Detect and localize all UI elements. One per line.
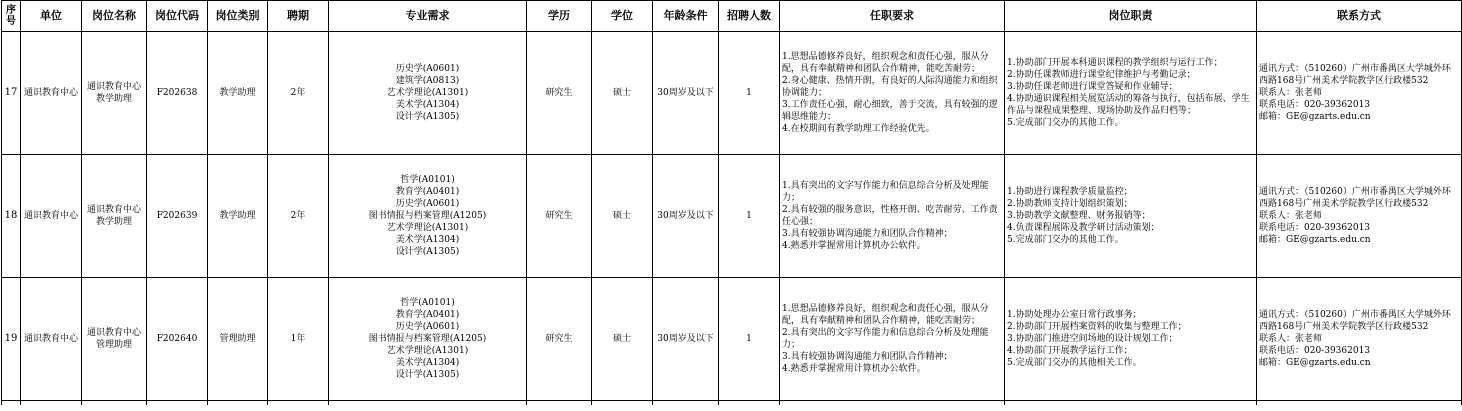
duty-item: 5.完成部门交办的其他工作。 <box>1007 235 1124 245</box>
requirement-item: 3.工作责任心强，耐心细致，善于交流，具有较强的逻辑思维能力； <box>782 100 998 122</box>
duty-item: 5.完成部门交办的其他工作。 <box>1007 118 1124 128</box>
requirement-item: 4.熟悉并掌握常用计算机办公软件。 <box>782 364 926 374</box>
major-item: 建筑学(A0813) <box>395 76 460 86</box>
partial-cell <box>147 401 208 406</box>
requirement-item: 1.具有突出的文字写作能力和信息综合分析及处理能力； <box>782 181 989 203</box>
header-post-type: 岗位类别 <box>208 1 268 32</box>
header-contact: 联系方式 <box>1257 1 1462 32</box>
requirement-item: 1.思想品德修养良好，组织观念和责任心强，服从分配，具有奉献精神和团队合作精神，能吃苦耐劳； <box>782 304 989 326</box>
partial-cell <box>1257 401 1462 406</box>
contact-line: 联系人：张老师 <box>1259 211 1323 221</box>
cell-degree: 硕士 <box>592 278 653 401</box>
cell-post-type: 管理助理 <box>208 278 268 401</box>
requirement-item: 2.身心健康、热情开朗，有良好的人际沟通能力和组织协调能力； <box>782 76 998 98</box>
major-item: 哲学(A0101) <box>400 298 455 308</box>
requirement-item: 1.思想品德修养良好，组织观念和责任心强，服从分配，具有奉献精神和团队合作精神，能吃苦耐劳； <box>782 52 989 74</box>
cell-unit: 通识教育中心 <box>21 278 82 401</box>
major-item: 教育学(A0401) <box>395 187 460 197</box>
header-post-code: 岗位代码 <box>147 1 208 32</box>
major-item: 图书情报与档案管理(A1205) <box>368 211 487 221</box>
cell-term: 1年 <box>268 278 329 401</box>
cell-major <box>329 278 527 401</box>
major-item: 美术学(A1304) <box>395 100 460 110</box>
cell-degree: 硕士 <box>592 155 653 278</box>
cell-term: 2年 <box>268 32 329 155</box>
header-post-name: 岗位名称 <box>82 1 147 32</box>
contact-line: 通讯方式：（510260）广州市番禺区大学城外环西路168号广州美术学院教学区行政楼532 <box>1259 64 1451 86</box>
requirement-item: 2.具有较强的服务意识，性格开朗、吃苦耐劳、工作责任心强； <box>782 205 998 227</box>
header-term: 聘期 <box>268 1 329 32</box>
cell-term: 2年 <box>268 155 329 278</box>
major-item: 美术学(A1304) <box>395 235 460 245</box>
requirement-item: 4.熟悉并掌握常用计算机办公软件。 <box>782 241 926 251</box>
partial-cell <box>719 401 780 406</box>
duty-item: 1.协助部门开展本科通识课程的教学组织与运行工作； <box>1007 58 1223 68</box>
requirement-item: 4.在校期间有教学助理工作经验优先。 <box>782 124 935 134</box>
major-item: 艺术学理论(A1301) <box>386 223 469 233</box>
header-age: 年龄条件 <box>653 1 719 32</box>
major-item: 图书情报与档案管理(A1205) <box>368 334 487 344</box>
table-row <box>2 278 1462 401</box>
cell-age: 30周岁及以下 <box>653 278 719 401</box>
cell-post-name: 通识教育中心管理助理 <box>82 278 147 401</box>
contact-line: 邮箱：GE@gzarts.edu.cn <box>1259 358 1371 368</box>
header-unit: 单位 <box>21 1 82 32</box>
header-degree: 学位 <box>592 1 653 32</box>
cell-seq: 18 <box>2 155 21 278</box>
cell-major <box>329 32 527 155</box>
cell-count: 1 <box>719 155 780 278</box>
partial-cell <box>2 401 21 406</box>
recruitment-table <box>1 0 1462 405</box>
header-education: 学历 <box>527 1 592 32</box>
major-item: 哲学(A0101) <box>400 175 455 185</box>
header-seq: 序号 <box>2 1 21 32</box>
major-item: 设计学(A1305) <box>395 247 460 257</box>
contact-line: 联系人：张老师 <box>1259 334 1323 344</box>
contact-line: 邮箱：GE@gzarts.edu.cn <box>1259 112 1371 122</box>
duty-item: 4.协助通识课程相关展览活动的筹备与执行，包括布展、学生作品与课程成果整理、现场协助及作品归档等； <box>1007 94 1250 116</box>
duty-item: 4.协助部门开展教学运行工作； <box>1007 346 1133 356</box>
major-item: 历史学(A0601) <box>395 199 460 209</box>
contact-line: 联系电话：020-39362013 <box>1259 223 1371 233</box>
contact-line: 联系电话：020-39362013 <box>1259 100 1371 110</box>
cell-age: 30周岁及以下 <box>653 155 719 278</box>
cell-post-name: 通识教育中心教学助理 <box>82 32 147 155</box>
duty-item: 2.协助教师支持计划组织策划； <box>1007 199 1133 209</box>
duty-item: 2.协助部门开展档案资料的收集与整理工作； <box>1007 322 1187 332</box>
cell-post-code: F202638 <box>147 32 208 155</box>
duty-item: 1.协助进行课程教学质量监控； <box>1007 187 1133 197</box>
major-item: 历史学(A0601) <box>395 322 460 332</box>
header-count: 招聘人数 <box>719 1 780 32</box>
table-row <box>2 155 1462 278</box>
cell-unit: 通识教育中心 <box>21 32 82 155</box>
requirement-item: 3.具有较强协调沟通能力和团队合作精神； <box>782 229 953 239</box>
cell-requirements <box>780 32 1005 155</box>
table-body <box>2 32 1462 406</box>
contact-line: 通讯方式：（510260）广州市番禺区大学城外环西路168号广州美术学院教学区行政楼532 <box>1259 187 1451 209</box>
requirement-item: 2.具有突出的文字写作能力和信息综合分析及处理能力； <box>782 328 989 350</box>
cell-post-type: 教学助理 <box>208 155 268 278</box>
duty-item: 3.协助任课老师进行课堂答疑和作业辅导； <box>1007 82 1178 92</box>
cell-post-name: 通识教育中心教学助理 <box>82 155 147 278</box>
partial-cell <box>329 401 527 406</box>
duty-item: 3.协助部门推进空间场地的设计规划工作； <box>1007 334 1178 344</box>
cell-contact <box>1257 278 1462 401</box>
table-row-partial <box>2 401 1462 406</box>
partial-cell <box>208 401 268 406</box>
partial-cell <box>527 401 592 406</box>
partial-cell <box>653 401 719 406</box>
major-item: 教育学(A0401) <box>395 310 460 320</box>
cell-seq: 19 <box>2 278 21 401</box>
cell-education: 研究生 <box>527 32 592 155</box>
cell-duties <box>1005 155 1257 278</box>
cell-duties <box>1005 278 1257 401</box>
cell-contact <box>1257 155 1462 278</box>
cell-post-type: 教学助理 <box>208 32 268 155</box>
contact-line: 邮箱：GE@gzarts.edu.cn <box>1259 235 1371 245</box>
duty-item: 2.协助任课教师进行课堂纪律维护与考勤记录； <box>1007 70 1196 80</box>
cell-education: 研究生 <box>527 155 592 278</box>
partial-cell <box>268 401 329 406</box>
major-item: 历史学(A0601) <box>395 64 460 74</box>
cell-unit: 通识教育中心 <box>21 155 82 278</box>
contact-line: 联系电话：020-39362013 <box>1259 346 1371 356</box>
header-requirements: 任职要求 <box>780 1 1005 32</box>
requirement-item: 3.具有较强协调沟通能力和团队合作精神； <box>782 352 953 362</box>
cell-post-code: F202640 <box>147 278 208 401</box>
cell-contact <box>1257 32 1462 155</box>
header-duties: 岗位职责 <box>1005 1 1257 32</box>
partial-cell <box>1005 401 1257 406</box>
partial-cell <box>780 401 1005 406</box>
cell-count: 1 <box>719 32 780 155</box>
partial-cell <box>21 401 82 406</box>
cell-duties <box>1005 32 1257 155</box>
cell-education: 研究生 <box>527 278 592 401</box>
cell-major <box>329 155 527 278</box>
contact-line: 通讯方式：（510260）广州市番禺区大学城外环西路168号广州美术学院教学区行政楼532 <box>1259 310 1451 332</box>
cell-count: 1 <box>719 278 780 401</box>
cell-seq: 17 <box>2 32 21 155</box>
major-item: 设计学(A1305) <box>395 370 460 380</box>
table-row <box>2 32 1462 155</box>
cell-requirements <box>780 278 1005 401</box>
partial-cell <box>82 401 147 406</box>
duty-item: 1.协助处理办公室日常行政事务； <box>1007 310 1142 320</box>
cell-degree: 硕士 <box>592 32 653 155</box>
major-item: 美术学(A1304) <box>395 358 460 368</box>
duty-item: 5.完成部门交办的其他相关工作。 <box>1007 358 1142 368</box>
cell-requirements <box>780 155 1005 278</box>
header-major: 专业需求 <box>329 1 527 32</box>
partial-cell <box>592 401 653 406</box>
contact-line: 联系人：张老师 <box>1259 88 1323 98</box>
major-item: 艺术学理论(A1301) <box>386 88 469 98</box>
major-item: 设计学(A1305) <box>395 112 460 122</box>
cell-post-code: F202639 <box>147 155 208 278</box>
duty-item: 3.协助教学文献整理、财务报销等； <box>1007 211 1151 221</box>
cell-age: 30周岁及以下 <box>653 32 719 155</box>
duty-item: 4.负责课程展陈及教学研讨活动策划； <box>1007 223 1160 233</box>
header-row <box>2 1 1462 32</box>
major-item: 艺术学理论(A1301) <box>386 346 469 356</box>
